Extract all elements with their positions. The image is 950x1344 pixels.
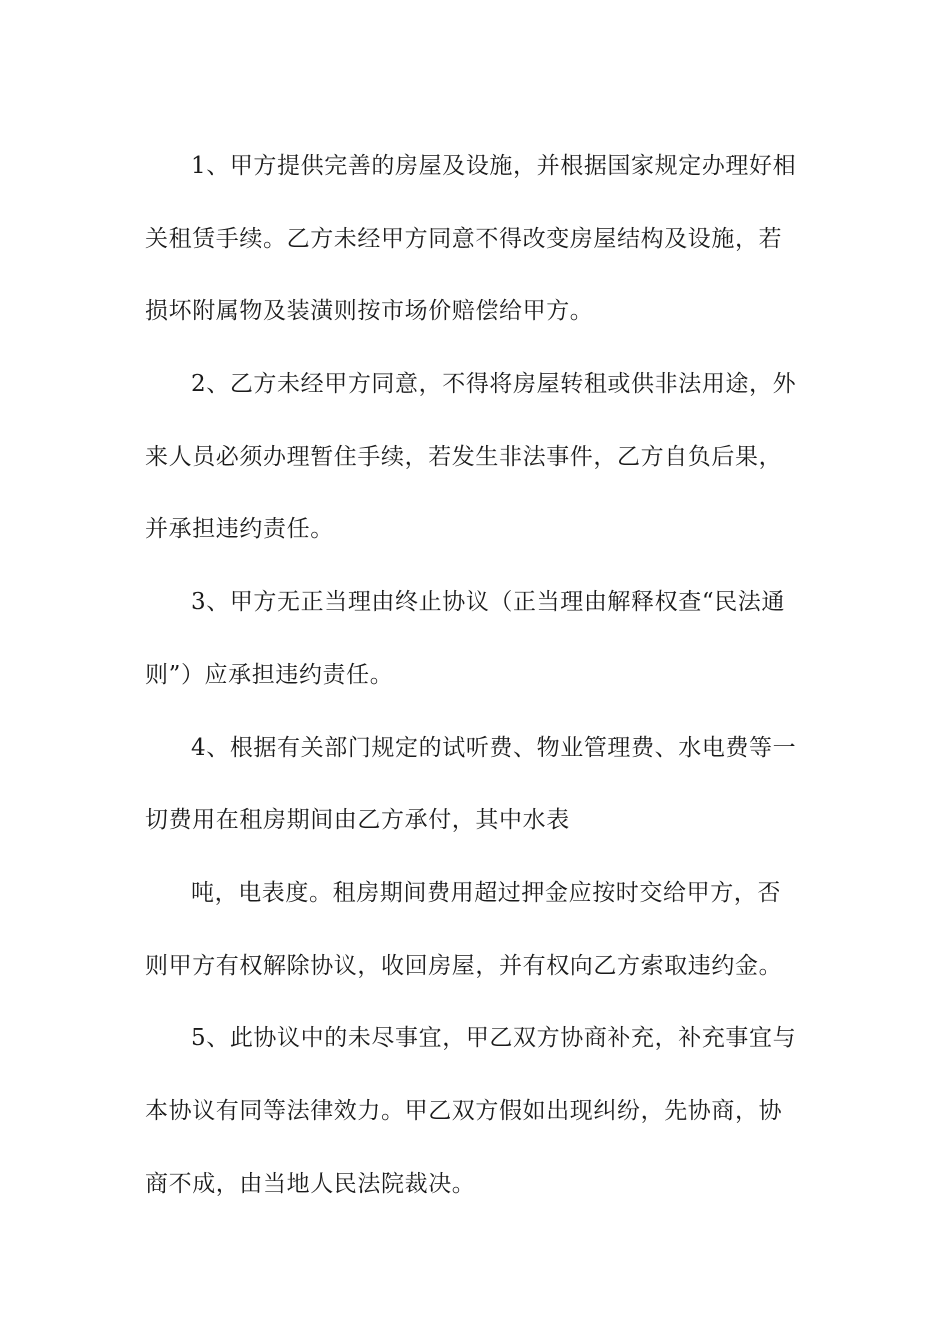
document-body: [145, 130, 810, 1220]
clause-5-line-2: 本协议有同等法律效力。甲乙双方假如出现纠纷，先协商，协: [145, 1097, 783, 1124]
clause-5-line-3: 商不成，由当地人民法院裁决。: [145, 1170, 476, 1197]
clause-4-line-3: 吨，电表度。租房期间费用超过押金应按时交给甲方，否: [191, 879, 781, 906]
clause-1-line-1: 1、甲方提供完善的房屋及设施，并根据国家规定办理好相: [191, 153, 797, 179]
clause-4-line-1: 4、根据有关部门规定的试听费、物业管理费、水电费等一: [191, 734, 797, 761]
clause-2-line-2: 来人员必须办理暂住手续，若发生非法事件，乙方自负后果，: [145, 443, 783, 470]
clause-3-line-2: 则”）应承担违约责任。: [145, 661, 394, 688]
clause-3-line-1: 3、甲方无正当理由终止协议（正当理由解释权查“民法通: [191, 589, 785, 616]
clause-4-line-2: 切费用在租房期间由乙方承付，其中水表: [145, 807, 570, 834]
clause-2-line-1: 2、乙方未经甲方同意，不得将房屋转租或供非法用途，外: [191, 371, 797, 398]
clause-5-line-1: 5、此协议中的未尽事宜，甲乙双方协商补充，补充事宜与: [191, 1025, 797, 1052]
clause-4-line-4: 则甲方有权解除协议，收回房屋，并有权向乙方索取违约金。: [145, 952, 783, 979]
clause-1-line-3: 损坏附属物及装潢则按市场价赔偿给甲方。: [145, 298, 594, 325]
clause-2-line-3: 并承担违约责任。: [145, 516, 334, 543]
clause-1-line-2: 关租赁手续。乙方未经甲方同意不得改变房屋结构及设施，若: [145, 225, 783, 252]
